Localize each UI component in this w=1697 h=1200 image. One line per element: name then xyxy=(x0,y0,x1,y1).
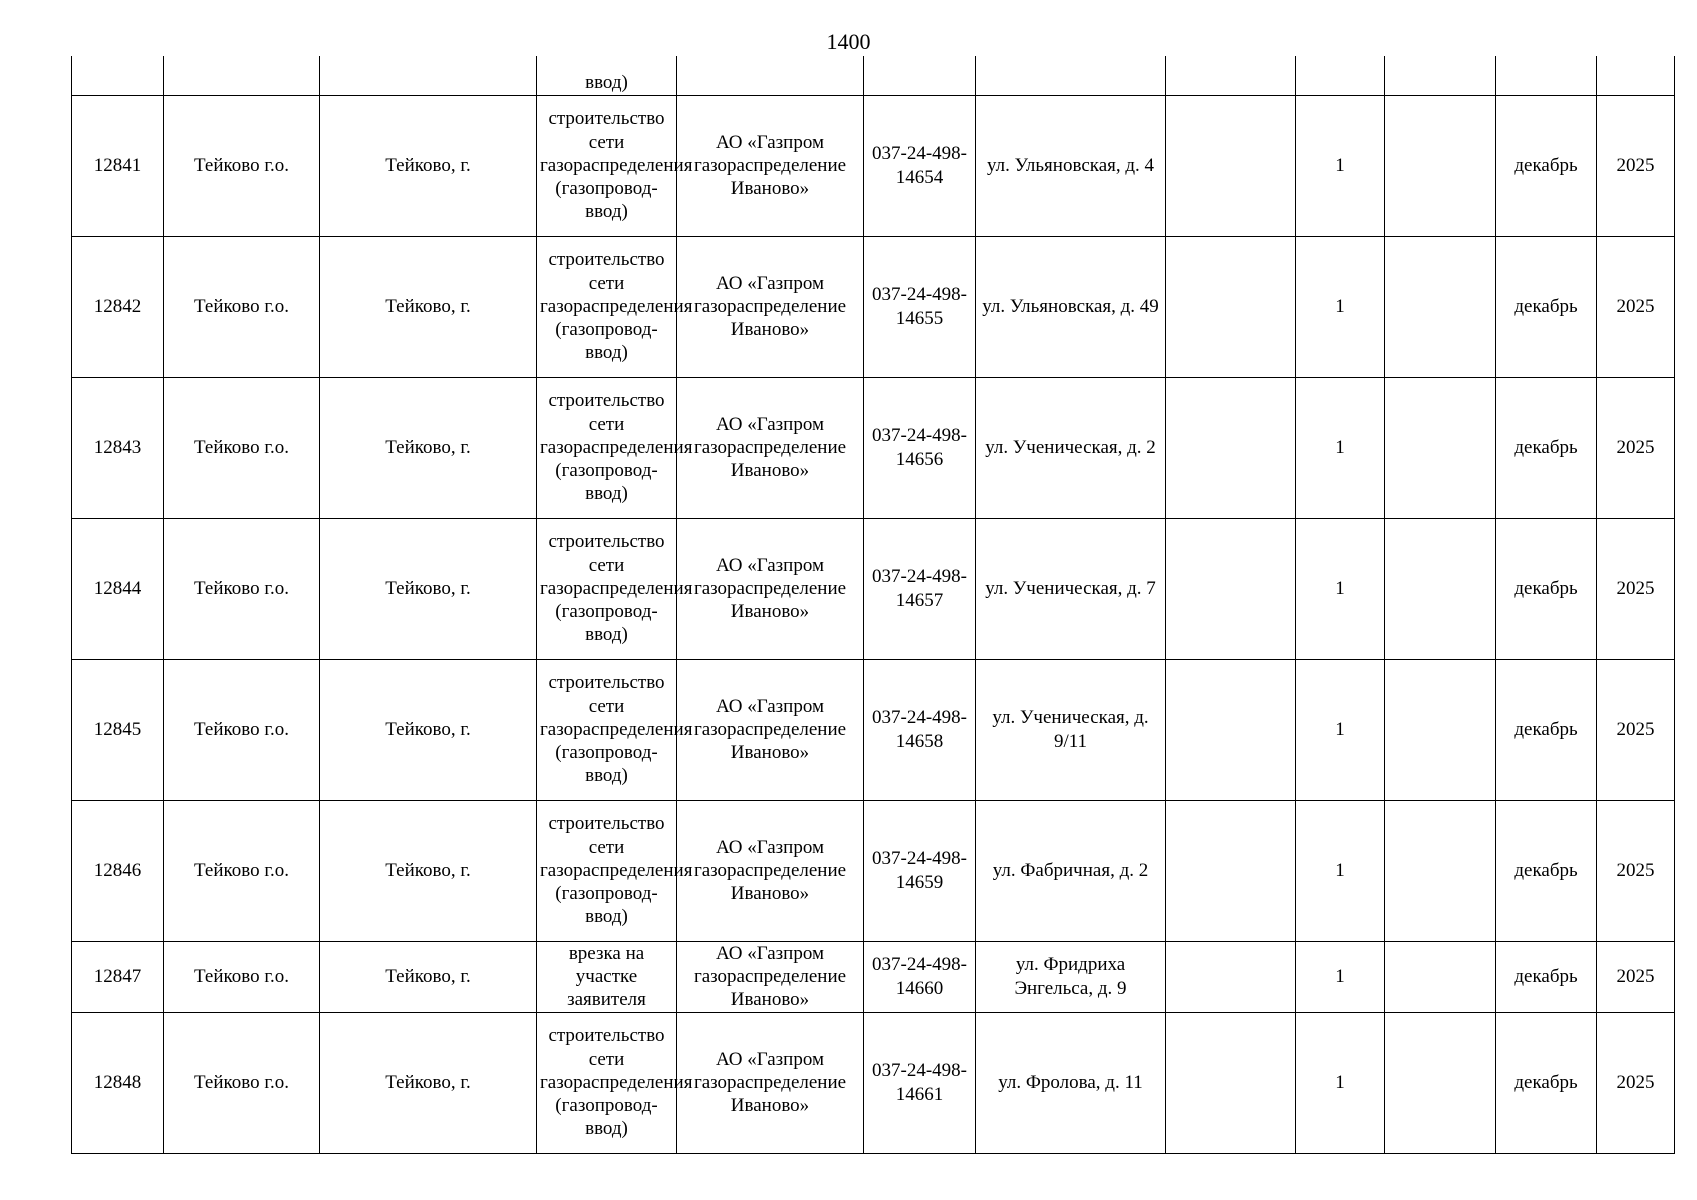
cell-year: 2025 xyxy=(1597,518,1675,659)
cell-org xyxy=(677,56,864,95)
cell-col10 xyxy=(1385,56,1496,95)
cell-col8 xyxy=(1166,377,1296,518)
cell-col8 xyxy=(1166,236,1296,377)
cell-work-type: строительство сети газораспределения (газопровод-ввод) xyxy=(537,659,677,800)
cell-work-type: строительство сети газораспределения (газопровод-ввод) xyxy=(537,236,677,377)
cell-count: 1 xyxy=(1296,518,1385,659)
table-row-continuation xyxy=(72,56,1675,95)
cell-col8 xyxy=(1166,941,1296,1012)
table-row xyxy=(72,800,1675,941)
cell-col10 xyxy=(1385,941,1496,1012)
cell-work-type: строительство сети газораспределения (газопровод-ввод) xyxy=(537,518,677,659)
cell-col10 xyxy=(1385,1012,1496,1153)
cell-month: декабрь xyxy=(1496,1012,1597,1153)
cell-district: Тейково г.о. xyxy=(164,518,320,659)
cell-count: 1 xyxy=(1296,236,1385,377)
cell-count xyxy=(1296,56,1385,95)
cell-district: Тейково г.о. xyxy=(164,377,320,518)
table-row xyxy=(72,518,1675,659)
cell-year: 2025 xyxy=(1597,1012,1675,1153)
cell-count: 1 xyxy=(1296,659,1385,800)
cell-locality: Тейково, г. xyxy=(320,659,537,800)
cell-work-type: строительство сети газораспределения (газопровод-ввод) xyxy=(537,1012,677,1153)
cell-district: Тейково г.о. xyxy=(164,236,320,377)
cell-id: 12846 xyxy=(72,800,164,941)
cell-count: 1 xyxy=(1296,377,1385,518)
cell-col10 xyxy=(1385,800,1496,941)
cell-locality: Тейково, г. xyxy=(320,95,537,236)
page-number: 1400 xyxy=(826,29,871,54)
cell-address: ул. Ульяновская, д. 4 xyxy=(976,95,1166,236)
cell-col8 xyxy=(1166,659,1296,800)
cell-work-type: строительство сети газораспределения (газопровод-ввод) xyxy=(537,800,677,941)
cell-month: декабрь xyxy=(1496,659,1597,800)
cell-count: 1 xyxy=(1296,941,1385,1012)
cell-month: декабрь xyxy=(1496,941,1597,1012)
cell-code: 037-24-498-14659 xyxy=(864,800,976,941)
cell-code: 037-24-498-14654 xyxy=(864,95,976,236)
cell-month: декабрь xyxy=(1496,95,1597,236)
cell-col10 xyxy=(1385,377,1496,518)
cell-work-type: врезка на участке заявителя xyxy=(537,941,677,1012)
table-row xyxy=(72,377,1675,518)
table-row xyxy=(72,236,1675,377)
cell-district: Тейково г.о. xyxy=(164,1012,320,1153)
cell-col8 xyxy=(1166,56,1296,95)
table-body xyxy=(72,56,1675,1153)
cell-count: 1 xyxy=(1296,800,1385,941)
cell-address: ул. Фридриха Энгельса, д. 9 xyxy=(976,941,1166,1012)
cell-address: ул. Фролова, д. 11 xyxy=(976,1012,1166,1153)
cell-year: 2025 xyxy=(1597,659,1675,800)
cell-count: 1 xyxy=(1296,1012,1385,1153)
cell-col8 xyxy=(1166,800,1296,941)
cell-id: 12845 xyxy=(72,659,164,800)
cell-col8 xyxy=(1166,1012,1296,1153)
data-table xyxy=(71,56,1675,1154)
cell-org: АО «Газпром газораспределение Иваново» xyxy=(677,800,864,941)
cell-district: Тейково г.о. xyxy=(164,95,320,236)
cell-locality: Тейково, г. xyxy=(320,941,537,1012)
cell-locality: Тейково, г. xyxy=(320,800,537,941)
cell-org: АО «Газпром газораспределение Иваново» xyxy=(677,95,864,236)
cell-year: 2025 xyxy=(1597,941,1675,1012)
cell-locality xyxy=(320,56,537,95)
cell-org: АО «Газпром газораспределение Иваново» xyxy=(677,518,864,659)
cell-locality: Тейково, г. xyxy=(320,1012,537,1153)
cell-col8 xyxy=(1166,95,1296,236)
cell-id: 12841 xyxy=(72,95,164,236)
cell-district: Тейково г.о. xyxy=(164,941,320,1012)
table-row xyxy=(72,941,1675,1012)
cell-col10 xyxy=(1385,518,1496,659)
cell-address xyxy=(976,56,1166,95)
cell-id: 12843 xyxy=(72,377,164,518)
cell-code: 037-24-498-14658 xyxy=(864,659,976,800)
cell-locality: Тейково, г. xyxy=(320,518,537,659)
table-row xyxy=(72,1012,1675,1153)
cell-work-type: строительство сети газораспределения (газопровод-ввод) xyxy=(537,377,677,518)
cell-col10 xyxy=(1385,659,1496,800)
cell-id: 12844 xyxy=(72,518,164,659)
cell-address: ул. Фабричная, д. 2 xyxy=(976,800,1166,941)
cell-col10 xyxy=(1385,95,1496,236)
cell-id: 12842 xyxy=(72,236,164,377)
cell-address: ул. Ученическая, д. 2 xyxy=(976,377,1166,518)
cell-year: 2025 xyxy=(1597,800,1675,941)
cell-year: 2025 xyxy=(1597,236,1675,377)
table-row xyxy=(72,659,1675,800)
cell-locality: Тейково, г. xyxy=(320,236,537,377)
cell-year xyxy=(1597,56,1675,95)
cell-work-type: строительство сети газораспределения (газопровод-ввод) xyxy=(537,95,677,236)
cell-work-type: ввод) xyxy=(537,56,677,95)
cell-org: АО «Газпром газораспределение Иваново» xyxy=(677,659,864,800)
cell-org: АО «Газпром газораспределение Иваново» xyxy=(677,941,864,1012)
cell-month: декабрь xyxy=(1496,236,1597,377)
cell-col8 xyxy=(1166,518,1296,659)
table-row xyxy=(72,95,1675,236)
cell-code xyxy=(864,56,976,95)
cell-code: 037-24-498-14660 xyxy=(864,941,976,1012)
cell-month: декабрь xyxy=(1496,800,1597,941)
cell-year: 2025 xyxy=(1597,377,1675,518)
cell-month: декабрь xyxy=(1496,518,1597,659)
cell-month xyxy=(1496,56,1597,95)
cell-locality: Тейково, г. xyxy=(320,377,537,518)
cell-address: ул. Ульяновская, д. 49 xyxy=(976,236,1166,377)
cell-month: декабрь xyxy=(1496,377,1597,518)
cell-org: АО «Газпром газораспределение Иваново» xyxy=(677,377,864,518)
cell-count: 1 xyxy=(1296,95,1385,236)
cell-col10 xyxy=(1385,236,1496,377)
cell-year: 2025 xyxy=(1597,95,1675,236)
cell-code: 037-24-498-14661 xyxy=(864,1012,976,1153)
cell-district xyxy=(164,56,320,95)
cell-id xyxy=(72,56,164,95)
cell-id: 12847 xyxy=(72,941,164,1012)
cell-code: 037-24-498-14655 xyxy=(864,236,976,377)
cell-address: ул. Ученическая, д. 9/11 xyxy=(976,659,1166,800)
cell-code: 037-24-498-14656 xyxy=(864,377,976,518)
cell-code: 037-24-498-14657 xyxy=(864,518,976,659)
cell-district: Тейково г.о. xyxy=(164,659,320,800)
cell-org: АО «Газпром газораспределение Иваново» xyxy=(677,236,864,377)
cell-district: Тейково г.о. xyxy=(164,800,320,941)
cell-address: ул. Ученическая, д. 7 xyxy=(976,518,1166,659)
cell-org: АО «Газпром газораспределение Иваново» xyxy=(677,1012,864,1153)
cell-id: 12848 xyxy=(72,1012,164,1153)
